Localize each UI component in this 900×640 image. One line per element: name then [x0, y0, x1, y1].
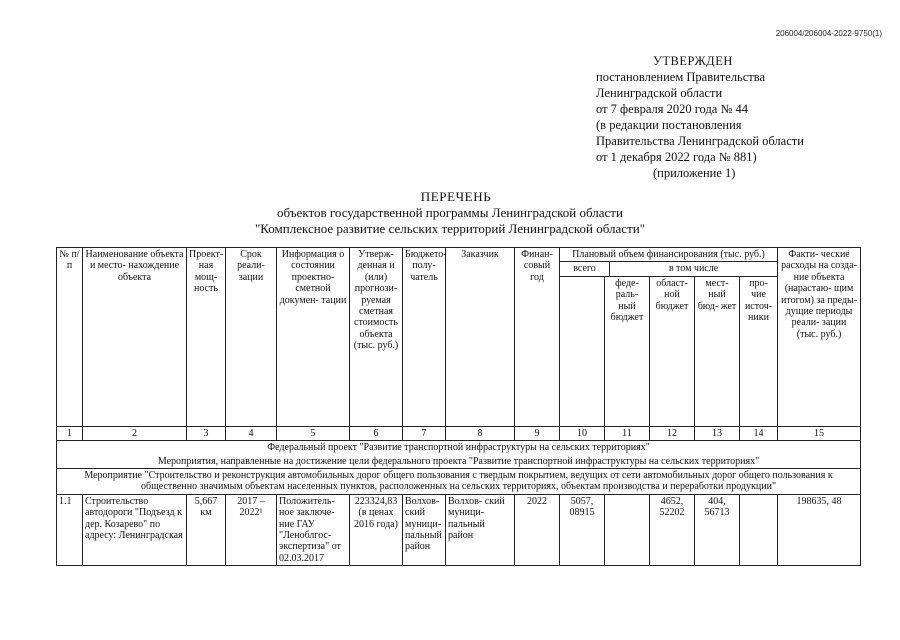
document-heading	[0, 189, 900, 237]
col-number: 1	[57, 426, 83, 440]
row-num: 1.1	[57, 494, 83, 565]
row-fact: 198635, 48	[778, 494, 861, 565]
row-total: 5057, 08915	[560, 494, 605, 565]
activity-row: Мероприятие "Строительство и реконструкция автомобильных дорог общего пользования с твердым покрытием, ведущих от сети автомобильных дорог общего пользования к общественно значимым объектам населенных пунктов, расположенных на сельских территориях, объектам производства и переработки продукции"	[57, 469, 861, 495]
header-customer: Заказчик	[446, 248, 515, 427]
header-docs: Информация о состоянии проектно- сметной докумен- тации	[277, 248, 350, 427]
row-customer: Волхов- ский муници- пальный район	[446, 494, 515, 565]
header-plan-group	[560, 248, 778, 277]
header-incl: в том числе	[609, 262, 777, 275]
header-cost: Утверж- денная и (или) прогнози- руемая сметная стоимость объекта (тыс. руб.)	[350, 248, 403, 427]
header-name: Наименование объекта и место- нахождение объекта	[83, 248, 187, 427]
row-oth	[740, 494, 778, 565]
header-total: всего	[573, 263, 596, 275]
col-number: 8	[446, 426, 515, 440]
col-number: 2	[83, 426, 187, 440]
table-row	[57, 494, 861, 565]
approval-title: УТВЕРЖДЕН	[653, 54, 733, 68]
header-num: № п/п	[57, 248, 83, 427]
header-recipient: Бюджето- полу- чатель	[403, 248, 446, 427]
row-loc: 404, 56713	[695, 494, 740, 565]
approval-line: от 1 декабря 2022 года № 881)	[596, 150, 757, 164]
row-capacity: 5,667 км	[187, 494, 226, 565]
document-id: 206004/206004-2022-9750(1)	[775, 29, 882, 38]
header-oth: про- чие источ- ники	[740, 276, 778, 426]
header-plan: Плановый объем финансирования (тыс. руб.)	[560, 248, 777, 262]
measures-row: Мероприятия, направленные на достижение цели федерального проекта "Развитие транспортной инфраструктуры на сельских территориях"	[57, 455, 861, 469]
header-loc: мест- ный бюд- жет	[695, 276, 740, 426]
col-number: 5	[277, 426, 350, 440]
approval-line: постановлением Правительства	[596, 70, 766, 84]
approval-line: Ленинградской области	[596, 86, 723, 100]
approval-line: от 7 февраля 2020 года № 44	[596, 102, 749, 116]
col-number: 9	[515, 426, 560, 440]
header-year: Финан- совый год	[515, 248, 560, 427]
appendix-label: (приложение 1)	[653, 166, 736, 180]
header-fact: Факти- ческие расходы на созда- ние объекта (нарастаю- щим итогом) за преды- дущие периоды реали- зации (тыс. руб.)	[778, 248, 861, 427]
col-number: 6	[350, 426, 403, 440]
row-reg: 4652, 52202	[650, 494, 695, 565]
header-reg: област- ной бюджет	[650, 276, 695, 426]
header-fed: феде- раль- ный бюджет	[605, 276, 650, 426]
approval-line: (в редакции постановления	[596, 118, 742, 132]
heading-subtitle: объектов государственной программы Ленинградской области	[277, 205, 623, 220]
objects-table	[56, 247, 861, 566]
col-number: 3	[187, 426, 226, 440]
col-number: 10	[560, 426, 605, 440]
approval-line: Правительства Ленинградской области	[596, 134, 804, 148]
col-number: 13	[695, 426, 740, 440]
col-number: 15	[778, 426, 861, 440]
row-recipient: Волхов- ский муници- пальный район	[403, 494, 446, 565]
row-cost: 223324,83 (в ценах 2016 года)	[350, 494, 403, 565]
heading-title: ПЕРЕЧЕНЬ	[420, 189, 492, 204]
header-term: Срок реали- зации	[226, 248, 277, 427]
header-total-cell	[560, 276, 605, 426]
heading-program-name: "Комплексное развитие сельских территорий Ленинградской области"	[254, 221, 646, 236]
col-number: 14	[740, 426, 778, 440]
federal-project-row: Федеральный проект "Развитие транспортной инфраструктуры на сельских территориях"	[57, 441, 861, 455]
col-number: 11	[605, 426, 650, 440]
approval-block	[596, 53, 804, 181]
row-term: 2017 – 2022¹	[226, 494, 277, 565]
row-year: 2022	[515, 494, 560, 565]
row-name: Строительство автодороги "Подъезд к дер. Козарево" по адресу: Ленинградская	[83, 494, 187, 565]
col-number: 7	[403, 426, 446, 440]
col-number: 4	[226, 426, 277, 440]
col-number: 12	[650, 426, 695, 440]
row-docs: Положитель- ное заключе- ние ГАУ "Леноблгос- экспертиза" от 02.03.2017	[277, 494, 350, 565]
row-fed	[605, 494, 650, 565]
header-capacity: Проект- ная мощ- ность	[187, 248, 226, 427]
